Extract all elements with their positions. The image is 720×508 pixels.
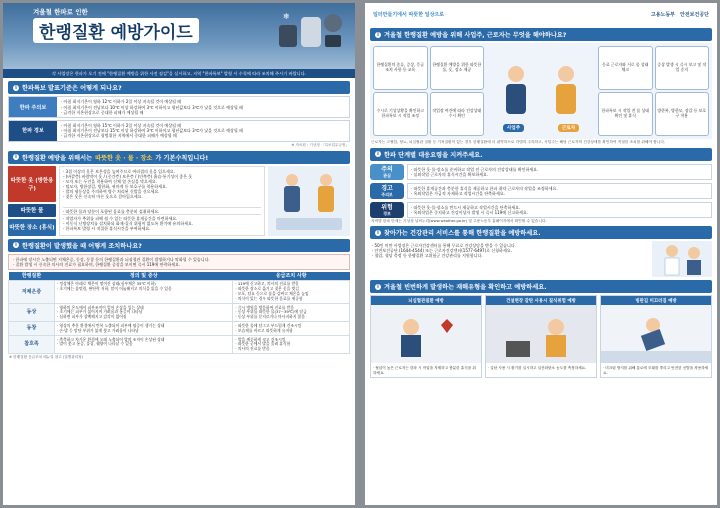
case-card: 뇌심혈관질환 예방 · 혈압이 높은 근로자는 한파 시 작업을 자제하고 충분한 휴식을 취하세요. xyxy=(370,295,482,378)
worker-duty: 증상 발생 시 즉시 보고 및 작업 중지 xyxy=(655,46,710,90)
info-icon: i xyxy=(375,284,381,290)
table-footnote: ※ 한랭질환 응급조치 매뉴얼 참고 (질병관리청) xyxy=(9,355,84,360)
hero-subtitle: 겨울철 한파로 인한 xyxy=(33,8,88,16)
stage-danger: 위험 경보 · 따뜻한 옷·물·장소를 반드시 제공하고 작업시간을 단축하세요. · 옥외작업은 중지하고 건강이상자 발생 시 즉시 119에 신고하세요. xyxy=(370,202,712,218)
table-row: 저체온증 · 정상체온 아래로 체온이 떨어진 상태(심부체온 35℃ 이하) · 초기에는 몸떨림, 판단력 저하, 말이 어눌해지고 의식을 잃을 수 있음 · 119에 신고하고, 의사의 진료를 받음 · 따뜻한 장소로 옮기고 젖은 옷을 벗김 · 모포, 담요 등으로 몸을 감싸고 체온을 높임 · 의식이 있는 경우 따뜻한 음료를 제공함 xyxy=(9,280,350,303)
page-header xyxy=(365,3,717,25)
owner-duty: 한랭질환 예방을 위한 따뜻한 물, 옷, 장소 제공 xyxy=(430,46,485,90)
right-page xyxy=(365,3,717,505)
section-heading-accidents: i 겨울철 빈번하게 발생하는 재해유형을 확인하고 예방하세요. xyxy=(370,280,712,293)
owner-duty: 작업장 여건에 따라 건강상태 수시 확인 xyxy=(430,92,485,136)
workers-illustration xyxy=(268,166,350,236)
info-icon: i xyxy=(375,230,381,236)
hero-title: 한랭질환 예방가이드 xyxy=(33,18,199,43)
intro-banner: 각 사업장은 한파가 오기 전에 "한랭질환 예방을 위한 사전 점검"을 실시하고, 지역 "한파특보" 발령 시 수칙에 따라 조치해 주시기 바랍니다. xyxy=(3,69,355,78)
cold-wave-warning-row xyxy=(8,96,350,118)
section-heading-basic-rules: i 한랭질환 예방을 위해서는 따뜻한 옷 · 물 · 장소 가 기본수칙입니다! xyxy=(8,151,350,164)
cold-wave-alert-row xyxy=(8,120,350,142)
info-icon: i xyxy=(13,242,19,248)
prevention-block xyxy=(8,166,350,236)
table-row: 동상 · 영하의 온도에서 피부조직이 얼어 손상을 입는 상태 · 초기에는 피부가 붉어지며 가려움과 통증이 나타남 · 심하면 피부가 창백해지고 감각이 없어짐 · 즉시 병원을 방문하여 진료를 받음 · 동상 부위를 따뜻한 물(37~39℃)에 담금 · 동상 부위를 문지르거나 마사지하지 않음 xyxy=(9,304,350,322)
info-icon: i xyxy=(375,32,381,38)
left-page xyxy=(3,3,355,505)
alert-criteria: · 아침 최저기온이 영하 15℃ 이하가 2일 이상 지속될 것이 예상될 때 · 아침 최저기온이 전날보다 15℃ 이상 하강하여 3℃ 이하이고 평년값보다 3℃가 낮을 것으로 예상될 때 · 급격한 저온현상으로 광범위한 지역에서 중대한 피해가 예상될 때 xyxy=(61,123,243,139)
heart-attack-illustration xyxy=(371,305,481,363)
prevention-text: · 3겹 이상의 옷은 보온성을 높여주므로 여러겹의 옷을 입으세요. - (바깥층) 바람막이 옷 / (중간층) 보온층 / (안쪽층) 흡습·통기성이 좋은 옷 · 모자 또는 두건을 착용하여 신체 열 손실을 막으세요. · 털모자, 방한장갑, 방한화, 귀마개 등 보호구를 착용하세요. · 발의 냉동상을 주의하여 방수 처리된 신발을 신으세요. · 젖은 옷은 신속히 마른 옷으로 갈아입으세요. · 따뜻한 물과 당분이 포함된 음료를 충분히 섭취하세요. · 작업자가 추위를 피해 쉴 수 있는 따뜻한 휴게공간을 마련하세요. - 이동식 난방장치를 설치하되 화재·질식 위험이 없도록 환기에 유의하세요. · 한파특보 발령 시 적절한 휴식시간을 부여하세요. xyxy=(59,166,265,236)
first-aid-notice: · 한파에 장시간 노출되면 저체온증, 동상, 동창 등의 한랭질환과 뇌심혈관 질환이 발생하거나 악화될 수 있습니다. · 질환 발생 시 신속한 의사의 진료가 필요하며, 한랭질환 증상을 보이면 즉시 119에 연락하세요. xyxy=(8,254,350,270)
accident-cases xyxy=(370,295,712,378)
stage-caution: 주의 관심 · 따뜻한 옷·물·장소를 준비하고 작업 전 근로자의 건강상태를 확인하세요. · 실외작업 근로자의 휴식시간을 확보하세요. xyxy=(370,164,712,180)
nurse-illustration xyxy=(652,241,712,277)
info-icon: i xyxy=(13,85,19,91)
owner-badge: 사업주 xyxy=(503,124,524,132)
case-card: 건설현장 갈탄 사용시 질식위험 예방 · 갈탄 사용 시 환기를 실시하고 일산화탄소 농도를 측정하세요. xyxy=(485,295,597,378)
warning-criteria: · 아침 최저기온이 영하 12℃ 이하가 2일 이상 지속될 것이 예상될 때 · 아침 최저기온이 전날보다 10℃ 이상 하강하여 3℃ 이하이고 평년값보다 3℃가 낮을 것으로 예상될 때 · 급격한 저온현상으로 중대한 피해가 예상될 때 xyxy=(61,99,243,115)
info-icon: i xyxy=(375,151,381,157)
clothes-label: 따뜻한 옷 (방한용구) xyxy=(8,166,56,203)
kosha-logo: 안전보건공단 xyxy=(680,11,709,18)
worker-duty: 방한복, 방한모, 장갑 등 보호구 착용 xyxy=(655,92,710,136)
table-row: 동창 · 영상의 추운 환경에서 반복 노출되어 피부에 염증이 생기는 상태 · 손·발 등 말단 부위가 붉게 붓고 가려움이 나타남 · 따뜻한 물에 담그고 부드럽게 건조시킴 · 보습제를 바르고 따뜻하게 유지함 xyxy=(9,322,350,336)
roles-note: 근로자는 고혈압, 당뇨, 뇌심혈관 질환 등 기저질환이 있는 경우 한랭질환에 더 취약하므로 각별히 주의하고, 사업주는 해당 근로자의 건강상태를 확인하여 적절한 조치를 취해야 합니다. xyxy=(371,140,666,144)
owner-duty: 한랭질환의 종류, 증상, 응급조치 사항 등 교육 xyxy=(373,46,428,90)
stage-note: 지역별 한파 단계는 기상청 날씨누리(www.weather.go.kr) 및 고용노동부 홈페이지에서 확인할 수 있습니다. xyxy=(371,218,547,223)
warning-label: 한파 주의보 xyxy=(9,97,57,117)
svg-text:❄: ❄ xyxy=(283,12,290,21)
owner-duty: 수시로 기상상황을 확인하고 한파특보 시 작업 조정 xyxy=(373,92,428,136)
worker-badge: 근로자 xyxy=(558,124,579,132)
charcoal-suffocation-illustration xyxy=(486,305,596,363)
case-card: 빙판길 미끄러짐 예방 · 미끄럼 방지를 위해 통로에 모래를 뿌리고 안전한 신발을 착용하세요. xyxy=(600,295,712,378)
section-heading-health-service: i 찾아가는 건강관리 서비스를 통해 한랭질환을 예방하세요. xyxy=(370,226,712,239)
roles-illustration xyxy=(486,46,596,136)
section-heading-roles: i 겨울철 한랭질환 예방을 위해 사업주, 근로자는 무엇을 해야하나요? xyxy=(370,28,712,41)
alert-label: 한파 경보 xyxy=(9,121,57,141)
winter-clothes-icon xyxy=(275,9,345,51)
section-heading-stages: i 한파 단계별 대응요령을 지켜주세요. xyxy=(370,148,712,161)
section-heading-special-report: i 한파특보 발표기준은 어떻게 되나요? xyxy=(8,81,350,94)
hero-banner xyxy=(3,3,355,69)
table-row: 참호족 · 축축하고 차가운 환경에 오래 노출되어 발의 조직이 손상된 상태 · 발이 붓고 통증, 물집, 궤양이 나타날 수 있음 · 발을 깨끗하게 씻고 건조시킴 · 따뜻한 곳에서 발을 올려 휴식함 · 의사의 진료를 받음 xyxy=(9,336,350,354)
icy-road-slip-illustration xyxy=(601,305,711,363)
ministry-logo: 고용노동부 xyxy=(650,11,676,18)
roles-grid xyxy=(370,43,712,139)
worker-duty: 동료 근로자와 서로 몸 상태 체크 xyxy=(598,46,653,90)
brand-slogan: 일터만들기에서 따뜻한 일상으로 xyxy=(373,11,445,18)
source-note: ※ 자료원 : 기상청 「특보업무규정」 xyxy=(291,142,349,147)
section-heading-first-aid: i 한랭질환이 발생했을 때 어떻게 조치하나요? xyxy=(8,239,350,252)
health-service-block: · 50인 미만 사업장은 근로자건강센터를 통해 무료로 건강상담을 받을 수 있습니다. · 안전보건공단 (1644-4544) 또는 근로자건강센터(1577-6497)로 신청하세요. · 혈압, 혈당 측정 등 한랭질환 고위험군 건강관리를 지원합니다. xyxy=(370,241,712,277)
worker-duty: 한파특보 시 작업 전 몸 상태 확인 및 휴식 xyxy=(598,92,653,136)
info-icon: i xyxy=(13,154,19,160)
stage-warning: 경고 주의보 · 따뜻한 휴게공간과 충분한 휴식을 제공하고 한파 취약 근로자의 작업을 조정하세요. · 옥외작업은 가급적 자제하고 작업시간을 단축하세요. xyxy=(370,183,712,199)
water-label: 따뜻한 물 xyxy=(8,204,56,216)
cold-illness-table: 한랭질환 정의 및 증상 응급조치 사항 저체온증 · 정상체온 아래로 체온이 떨어진 상태(심부체온 35℃ 이하) · 초기에는 몸떨림, 판단력 저하, 말이 어눌해지고 의식을 잃을 수 있음 · 119에 신고하고, 의사의 진료를 받음 · 따뜻한 장소로 옮기고 젖은 옷을 벗김 · 모포, 담요 등으로 몸을 감싸고 체온을 높임 · 의식이 있는 경우 따뜻한 음료를 제공함 동상 · 영하의 온도에서 피부조직이 얼어 손상을 입는 상태 · 초기에는 피부가 붉어지며 가려움과 통증이 나타남 · 심하면 피부가 창백해지고 감각이 없어짐 · 즉시 병원을 방문하여 진료를 받음 · 동상 부위를 따뜻한 물(37~39℃)에 담금 · 동상 부위를 문지르거나 마사지하지 않음 동창 · 영상의 추운 환경에서 반복 노출되어 피부에 염증이 생기는 상태 · 손·발 등 말단 부위가 붉게 붓고 가려움이 나타남 · 따뜻한 물에 담그고 부드럽게 건조시킴 · 보습제를 바르고 따뜻하게 유지함 참호족 · 축축하고 차가운 환경에 오래 노출되어 발의 조직이 손상된 상태 · 발이 붓고 통증, 물집, 궤양이 나타날 수 있음 · 발을 깨끗하게 씻고 건조시킴 · 따뜻한 곳에서 발을 올려 휴식함 · 의사의 진료를 받음 xyxy=(8,272,350,354)
place-label: 따뜻한 장소 (휴식) xyxy=(8,219,56,236)
owner-worker-icon xyxy=(494,60,588,120)
